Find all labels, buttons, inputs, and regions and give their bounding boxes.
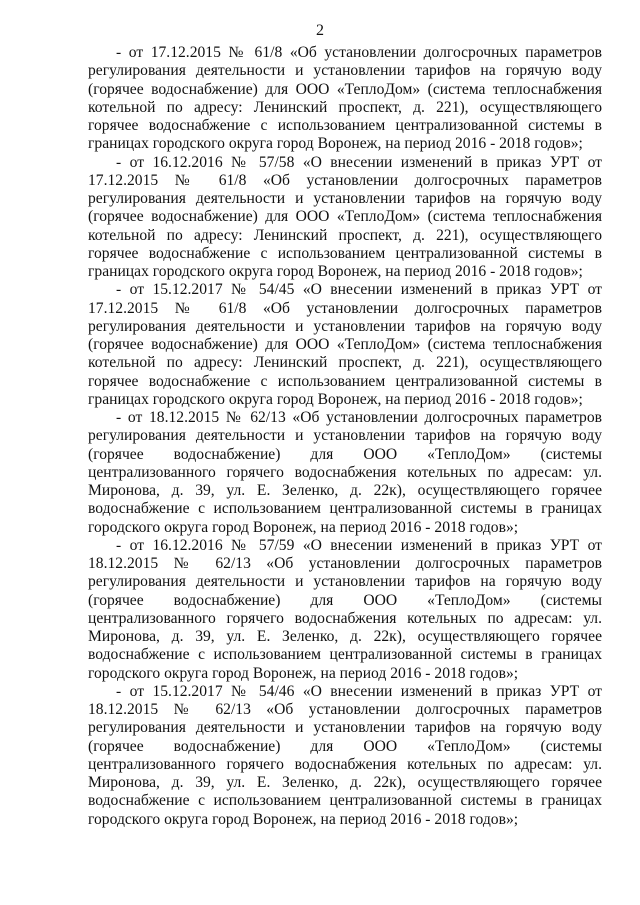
list-item: - от 15.12.2017 № 54/46 «О внесении изменений в приказ УРТ от 18.12.2015 № 62/13 «Об установлении долгосрочных параметров регулирования деятельности и установлении тарифов на горячую воду (горячее водоснабжение) для ООО «ТеплоДом» (системы централизованного горячего водоснабжения котельных по адресам: ул. Миронова, д. 39, ул. Е. Зеленко, д. 22к), осуществляющего горячее водоснабжение с использованием централизованной системы в границах городского округа город Воронеж, на период 2016 - 2018 годов»; — [88, 682, 602, 828]
list-item: - от 17.12.2015 № 61/8 «Об установлении долгосрочных параметров регулирования деятельности и установлении тарифов на горячую воду (горячее водоснабжение) для ООО «ТеплоДом» (система теплоснабжения котельной по адресу: Ленинский проспект, д. 221), осуществляющего горячее водоснабжение с использованием централизованной системы в границах городского округа город Воронеж, на период 2016 - 2018 годов»; — [88, 44, 602, 153]
list-item: - от 16.12.2016 № 57/59 «О внесении изменений в приказ УРТ от 18.12.2015 № 62/13 «Об установлении долгосрочных параметров регулирования деятельности и установлении тарифов на горячую воду (горячее водоснабжение) для ООО «ТеплоДом» (системы централизованного горячего водоснабжения котельных по адресам: ул. Миронова, д. 39, ул. Е. Зеленко, д. 22к), осуществляющего горячее водоснабжение с использованием централизованной системы в границах городского округа город Воронеж, на период 2016 - 2018 годов»; — [88, 536, 602, 682]
list-item: - от 18.12.2015 № 62/13 «Об установлении долгосрочных параметров регулирования деятельности и установлении тарифов на горячую воду (горячее водоснабжение) для ООО «ТеплоДом» (системы централизованного горячего водоснабжения котельных по адресам: ул. Миронова, д. 39, ул. Е. Зеленко, д. 22к), осуществляющего горячее водоснабжение с использованием централизованной системы в границах городского округа город Воронеж, на период 2016 - 2018 годов»; — [88, 409, 602, 536]
list-item: - от 15.12.2017 № 54/45 «О внесении изменений в приказ УРТ от 17.12.2015 № 61/8 «Об установлении долгосрочных параметров регулирования деятельности и установлении тарифов на горячую воду (горячее водоснабжение) для ООО «ТеплоДом» (система теплоснабжения котельной по адресу: Ленинский проспект, д. 221), осуществляющего горячее водоснабжение с использованием централизованной системы в границах городского округа город Воронеж, на период 2016 - 2018 годов»; — [88, 281, 602, 408]
page-number: 2 — [316, 22, 324, 39]
list-item: - от 16.12.2016 № 57/58 «О внесении изменений в приказ УРТ от 17.12.2015 № 61/8 «Об установлении долгосрочных параметров регулирования деятельности и установлении тарифов на горячую воду (горячее водоснабжение) для ООО «ТеплоДом» (система теплоснабжения котельной по адресу: Ленинский проспект, д. 221), осуществляющего горячее водоснабжение с использованием централизованной системы в границах городского округа город Воронеж, на период 2016 - 2018 годов»; — [88, 153, 602, 280]
document-body — [88, 44, 602, 829]
